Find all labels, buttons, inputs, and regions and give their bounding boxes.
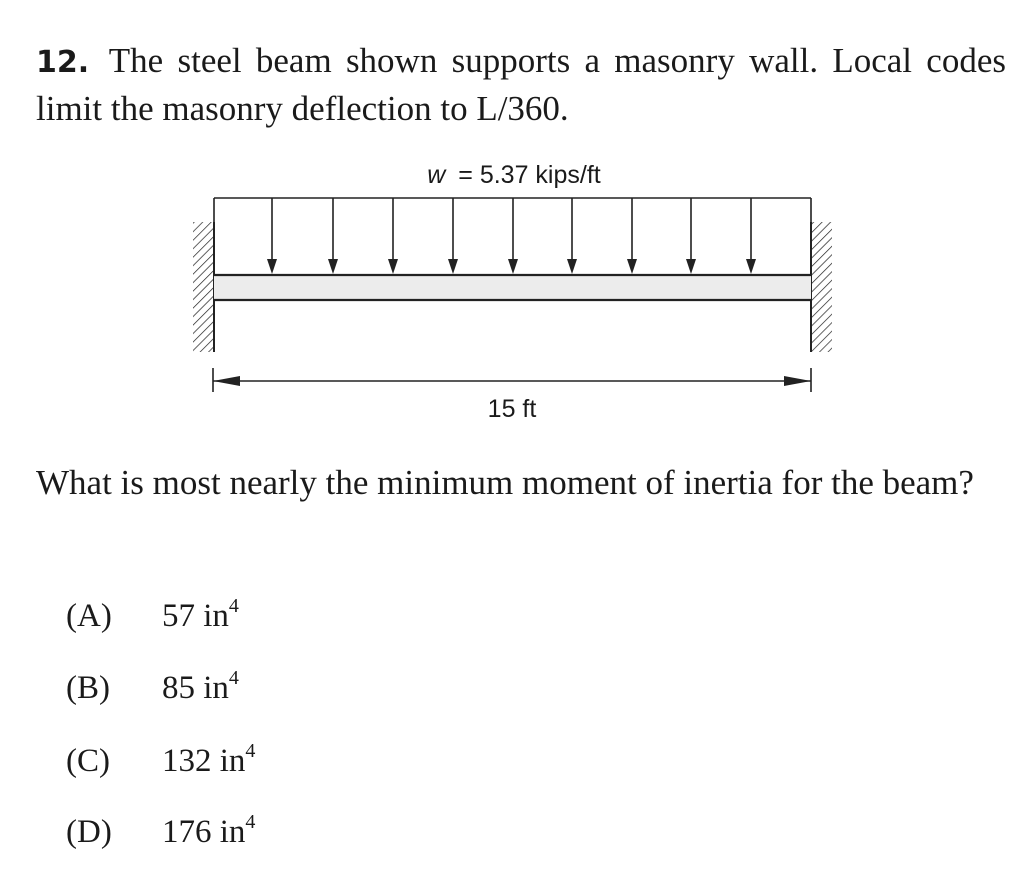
load-arrow-head xyxy=(328,259,338,274)
option-c[interactable] xyxy=(66,741,255,781)
load-arrow-head xyxy=(267,259,277,274)
load-arrows xyxy=(267,198,756,274)
option-exponent: 4 xyxy=(228,595,239,617)
load-arrow-head xyxy=(746,259,756,274)
option-a[interactable] xyxy=(66,596,239,636)
option-exponent: 4 xyxy=(245,811,256,833)
load-label xyxy=(427,161,601,189)
span-dimension xyxy=(213,368,811,392)
option-value: 85 in xyxy=(162,670,229,706)
load-arrow-head xyxy=(448,259,458,274)
load-arrow-head xyxy=(388,259,398,274)
problem-number: 12. xyxy=(36,45,90,80)
load-arrow-head xyxy=(567,259,577,274)
option-letter: (B) xyxy=(66,670,110,706)
option-letter: (C) xyxy=(66,743,110,779)
option-value: 132 in xyxy=(162,743,246,779)
option-value: 57 in xyxy=(162,598,229,634)
load-symbol: w xyxy=(427,161,446,189)
option-letter: (A) xyxy=(66,598,112,634)
load-value: = 5.37 kips/ft xyxy=(458,161,601,189)
option-value: 176 in xyxy=(162,814,246,850)
option-exponent: 4 xyxy=(228,667,239,689)
steel-beam xyxy=(214,275,811,300)
question-text: What is most nearly the minimum moment of inertia for the beam? xyxy=(36,463,974,502)
left-fixed-support xyxy=(193,222,214,352)
right-fixed-support xyxy=(811,222,832,352)
load-arrow-head xyxy=(686,259,696,274)
option-b[interactable] xyxy=(66,668,239,708)
load-arrow-head xyxy=(627,259,637,274)
load-arrow-head xyxy=(508,259,518,274)
option-d[interactable] xyxy=(66,812,255,852)
option-exponent: 4 xyxy=(245,740,256,762)
span-label: 15 ft xyxy=(487,395,537,423)
option-letter: (D) xyxy=(66,814,112,850)
problem-text: The steel beam shown supports a masonry wall. Local codes limit the masonry deflection to L/360. xyxy=(36,41,1006,128)
